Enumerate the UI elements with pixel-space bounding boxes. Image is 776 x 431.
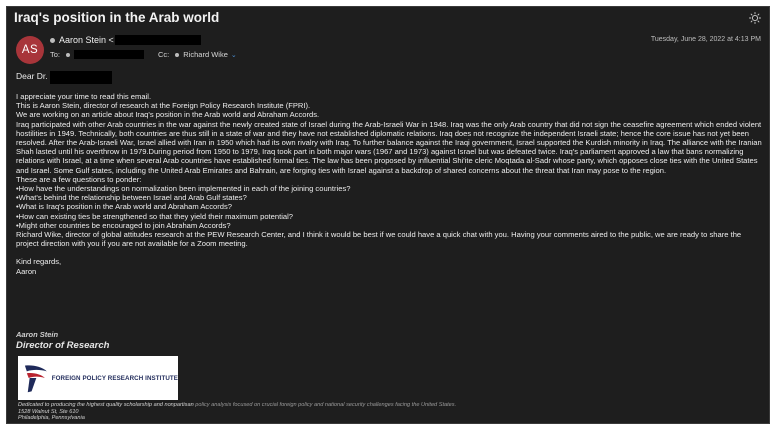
footer-tagline [18,402,456,409]
email-window [6,6,770,424]
brightness-icon[interactable] [749,12,761,24]
body-paragraph: Iraq participated with other Arab countries in the war against the newly created state of Israel during the Arab-Israeli War in 1948. Iraq was the only Arab country that did not sign the ceasefire agreement which ended violent hostilities in 1949. Technically, both countries are thus still in a state of war and they have not established diplomatic relations. Iraq does not recognize the independent Israeli state; hence the core issue has not yet been resolved. After the Arab-Israeli War, Israel allied with Iran in 1950 which had its own rivalry with Iraq. To further balance against the Iraqi government, Israel supported the Kurdish minority in Iraq. The alliance with the Iranian Shah lasted until his overthrow in 1979.During period from 1950 to 1979, Iraq took part in both major wars (1967 and 1973) against Israel but was defeated twice. Iraq's parliament approved a law that bans normalizing relations with Israel, at a time when several Arab countries have established formal ties. The law has been proposed by influential Shi'ite cleric Moqtada al-Sadr whose party, which opposes close ties with the United States and Israel. Some Gulf states, including the United Arab Emirates and Bahrain, are forging ties with Israel against a backdrop of shared concerns about the threat that Iran may pose to the region. [16,119,762,175]
redacted-sender-email [115,35,201,45]
signature-name: Aaron Stein [16,330,59,339]
question-item: •How have the understandings on normalization been implemented in each of the joining countries? [16,184,351,194]
signature-footer [18,402,456,422]
signature-title: Director of Research [16,340,110,351]
greeting-line [16,70,766,84]
tagline-bold: Dedicated to producing the highest quality scholarship and nonpartisan [18,402,194,408]
tagline-rest: policy analysis focused on crucial foreign policy and national security challenges facing the United States. [193,402,457,408]
redacted-recipient[interactable] [74,50,144,59]
cc-name[interactable]: Richard Wike [183,50,228,59]
unread-dot-icon [50,38,55,43]
cc-dot-icon [175,53,179,57]
question-item: •Might other countries be encouraged to join Abraham Accords? [16,220,231,230]
body-paragraph: I appreciate your time to read this email. [16,92,152,101]
address-line: 1528 Walnut St, Ste 610 [18,408,79,415]
body-paragraph: This is Aaron Stein, director of research at the Foreign Policy Research Institute (FPRI). [16,101,311,111]
recipients-line [50,50,237,59]
body-paragraph: Richard Wike, director of global attitudes research at the PEW Research Center, and I think it would be best if we could have a quick chat with you. Having your comments aired to the public, we are ready to share the project direction with you if you are not available for a Zoom meeting. [16,230,742,249]
fpri-logo[interactable] [18,356,178,400]
closing-name: Aaron [16,266,37,276]
body-paragraph: These are a few questions to ponder: [16,174,142,184]
greeting: Dear Dr. [16,71,48,82]
question-item: •What's behind the relationship between Israel and Arab Gulf states? [16,193,247,203]
logo-text: FOREIGN POLICY RESEARCH INSTITUTE [51,374,178,382]
chevron-down-icon[interactable]: ⌄ [230,51,237,59]
to-label: To: [50,50,61,59]
redacted-recipient-name [50,71,112,84]
address-line: Philadelphia, Pennsylvania [18,415,85,422]
from-line [50,35,201,45]
email-subject: Iraq's position in the Arab world [14,10,220,25]
question-item: •What is Iraq's position in the Arab world and Abraham Accords? [16,202,233,212]
body-paragraph: We are working on an article about Iraq's position in the Arab world and Abraham Accords. [16,110,320,120]
question-item: •How can existing ties be strengthened so that they yield their maximum potential? [16,211,294,221]
email-date: Tuesday, June 28, 2022 at 4:13 PM [650,36,761,43]
sender-name[interactable]: Aaron Stein < [59,35,114,45]
closing: Kind regards, [16,257,62,267]
recipient-dot-icon [66,53,70,57]
signature-block [16,330,109,351]
fpri-logo-mark-icon [23,362,48,394]
cc-label: Cc: [158,50,170,59]
sender-avatar: AS [16,36,44,64]
email-body [16,70,766,276]
